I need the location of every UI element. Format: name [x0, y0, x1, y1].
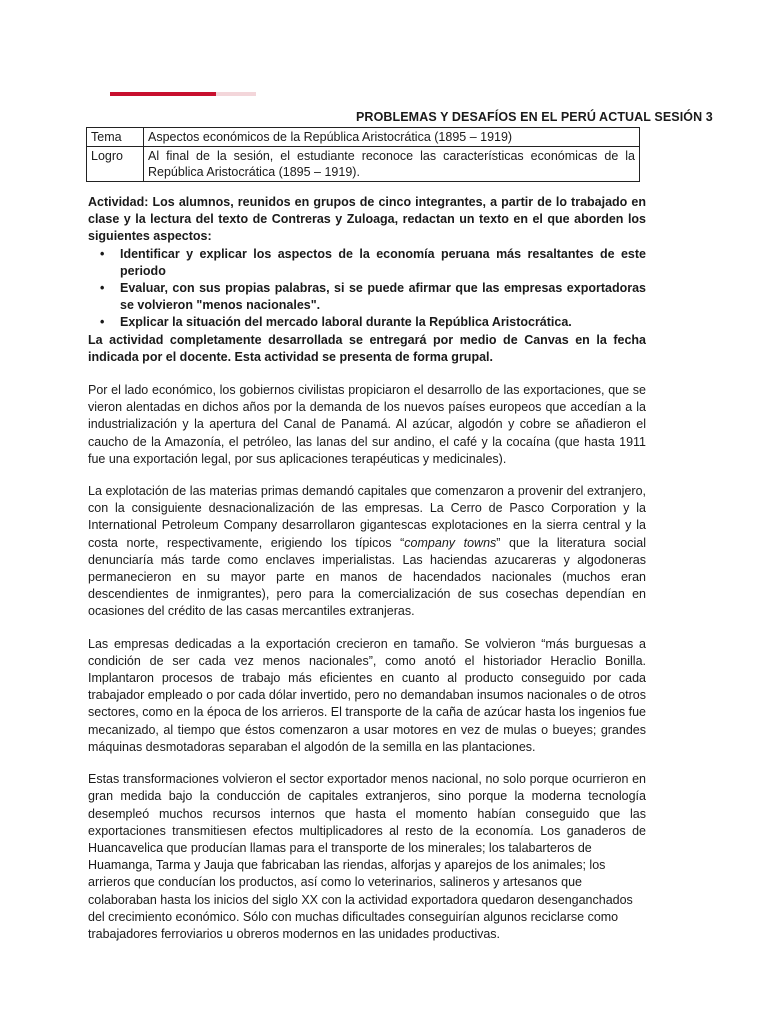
activity-closing: La actividad completamente desarrollada se entregará por medio de Canvas en la fecha indicada por el docente. Esta actividad se presenta de forma grupal. — [88, 332, 646, 364]
activity-task-item: • Evaluar, con sus propias palabras, si se puede afirmar que las empresas exportadoras se volvieron "menos nacionales". — [120, 280, 646, 314]
paragraph-foreign-capital — [88, 483, 646, 621]
activity-intro: Actividad: Los alumnos, reunidos en grupos de cinco integrantes, a partir de lo trabajado en clase y la lectura del texto de Contreras y Zuloaga, redactan un texto en el que aborden los siguientes aspectos: — [88, 195, 646, 244]
page-title: PROBLEMAS Y DESAFÍOS EN EL PERÚ ACTUAL SESIÓN 3 — [356, 110, 713, 124]
paragraph-text: ” que la literatura social denunciaría más tarde como enclaves imperialistas. Las haciendas azucareras y algodoneras permanecieron en su mayor parte en manos de hacendados nacionales (muchos eran descendientes de inmigrantes), pero para la comercialización de sus cosechas dependían en ocasiones del crédito de las casas mercantiles extranjeras. — [88, 535, 646, 619]
header-accent-bar-light — [216, 92, 256, 96]
document-body — [88, 194, 646, 943]
header-accent-bar — [110, 92, 216, 96]
activity-task-list — [88, 246, 646, 332]
activity-task-item: • Explicar la situación del mercado laboral durante la República Aristocrática. — [120, 314, 646, 331]
activity-task-item: • Identificar y explicar los aspectos de la economía peruana más resaltantes de este periodo — [120, 246, 646, 280]
table-row-logro — [87, 147, 640, 182]
table-row-tema — [87, 128, 640, 147]
paragraph-economic-context: Por el lado económico, los gobiernos civilistas propiciaron el desarrollo de las exportaciones, que se vieron alentadas en dichos años por la demanda de los nuevos países europeos que accedían a la industrialización y la apertura del Canal de Panamá. Al azúcar, algodón y cobre se añadieron el caucho de la Amazonía, el petróleo, las lanas del sur andino, el café y la cocaína (que hasta 1911 fue una exportación legal, por sus aplicaciones terapéuticas y medicinales). — [88, 383, 646, 466]
company-towns-term: company towns — [404, 535, 497, 550]
paragraph-text: La explotación de las materias primas demandó capitales que comenzaron a provenir del extranjero, con la consiguiente desnacionalización de las empresas. La Cerro de Pasco Corporation y la International Petroleum Company desarrollaron gigantescas explotaciones en la sierra central y la costa norte, respectivamente, erigiendo los típicos “ — [88, 484, 646, 550]
tema-label: Tema — [87, 128, 144, 147]
logro-label: Logro — [87, 147, 144, 182]
session-info-table — [86, 127, 640, 182]
paragraph-transformations: Estas transformaciones volvieron el sector exportador menos nacional, no solo porque ocurrieron en gran medida bajo la conducción de capitales extranjeros, sino porque la moderna tecnología desempleó muchos recursos internos que hasta el momento habían conseguido que las exportaciones transmitiesen efectos multiplicadores al resto de la economía. Los ganaderos de Huancavelica que producían llamas para el transporte de los minerales; los talabarteros de — [88, 772, 646, 855]
paragraph-export-companies: Las empresas dedicadas a la exportación crecieron en tamaño. Se volvieron “más burguesas a condición de ser cada vez menos nacionales”, como anotó el historiador Heraclio Bonilla. Implantaron procesos de trabajo más eficientes en cuanto al producto conseguido por cada trabajador empleado o por cada dólar invertido, pero no demandaban insumos nacionales o de otros sectores, como en la época de los arrieros. El transporte de la caña de azúcar hasta los ingenios fue mecanizado, al tiempo que éstos comenzaron a usar motores en vez de mulas o bueyes; grandes máquinas desmotadoras separaban el algodón de la semilla en las plantaciones. — [88, 636, 646, 754]
paragraph-transformations-cont: Huamanga, Tarma y Jauja que fabricaban las riendas, alforjas y aparejos de los animales; los arrieros que conducían los productos, así como lo veterinarios, salineros y artesanos que colaboraban hasta los inicios del siglo XX con la actividad exportadora quedaron desenganchados del crecimiento económico. Sólo con muchas dificultades conseguirían algunos reciclarse como trabajadores ferroviarios u obreros modernos en las unidades productivas. — [88, 858, 633, 941]
tema-value: Aspectos económicos de la República Aristocrática (1895 – 1919) — [144, 128, 640, 147]
logro-value: Al final de la sesión, el estudiante reconoce las características económicas de la República Aristocrática (1895 – 1919). — [144, 147, 640, 182]
